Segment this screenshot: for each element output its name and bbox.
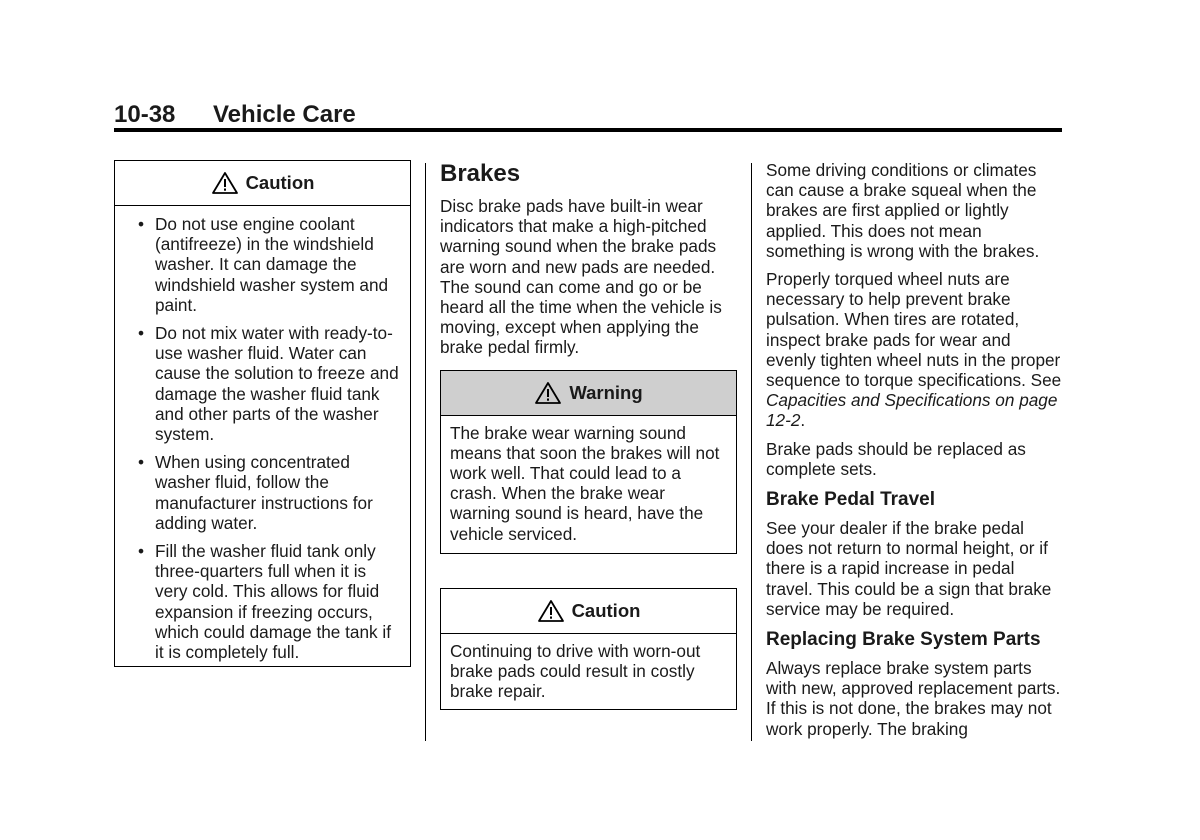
caution-list (124, 214, 401, 662)
caution-header (115, 161, 410, 206)
paragraph: Some driving conditions or climates can cause a brake squeal when the brakes are first applied or lightly applied. This does not mean something is wrong with the brakes. (766, 160, 1040, 261)
column-2 (440, 160, 737, 710)
warning-title: Warning (569, 381, 643, 403)
column-1 (114, 160, 411, 667)
page-header (114, 101, 1062, 129)
page-number: 10-38 (114, 101, 176, 128)
paragraph: Brake pads should be replaced as complete sets. (766, 438, 1026, 479)
list-item: • Do not use engine coolant (antifreeze) in the windshield washer. It can damage the windshield washer system and paint. (124, 214, 401, 315)
warning-header (441, 371, 736, 416)
caution-title: Caution (245, 171, 315, 193)
column-3 (766, 160, 1062, 747)
warning-triangle-icon (537, 599, 565, 623)
header-rule (114, 128, 1062, 132)
section-title: Vehicle Care (213, 101, 356, 128)
list-item: • Fill the washer fluid tank only three-quarters full when it is very cold. This allows for fluid expansion if freezing occurs, which could damage the tank if it is completely full. (124, 541, 401, 662)
list-item: • Do not mix water with ready-to-use washer fluid. Water can cause the solution to freeze and damage the washer fluid tank and other parts of the washer system. (124, 323, 401, 444)
warning-box (440, 370, 737, 554)
warning-text: The brake wear warning sound means that soon the brakes will not work well. That could lead to a crash. When the brake wear warning sound is heard, have the vehicle serviced. (450, 422, 720, 544)
caution-title: Caution (571, 599, 641, 621)
warning-triangle-icon (534, 381, 562, 405)
paragraph (766, 269, 1062, 431)
column-divider (425, 163, 426, 741)
list-item: • When using concentrated washer fluid, follow the manufacturer instructions for adding water. (124, 452, 401, 533)
caution-text: Continuing to drive with worn-out brake pads could result in costly brake repair. (450, 640, 701, 702)
paragraph: See your dealer if the brake pedal does not return to normal height, or if there is a rapid increase in pedal travel. This could be a sign that brake service may be required. (766, 518, 1052, 619)
column-divider (751, 163, 752, 741)
caution-header (441, 589, 736, 634)
subheading: Brake Pedal Travel (766, 489, 935, 511)
warning-triangle-icon (211, 171, 239, 195)
caution-box (440, 588, 737, 710)
cross-reference-link[interactable]: Capacities and Specifications on page 12-2 (766, 390, 1058, 431)
caution-box (114, 160, 411, 667)
subheading: Replacing Brake System Parts (766, 629, 1041, 651)
paragraph: Always replace brake system parts with new, approved replacement parts. If this is not done, the brakes may not work properly. The braking (766, 658, 1061, 739)
brakes-paragraph: Disc brake pads have built-in wear indicators that make a high-pitched warning sound when the brake pads are worn and new pads are needed. The sound can come and go or be heard all the time when the vehicle is moving, except when applying the brake pedal firmly. (440, 196, 722, 358)
paragraph-text: . (800, 410, 806, 431)
paragraph-text: Properly torqued wheel nuts are necessary to help prevent brake pulsation. When tires are rotated, inspect brake pads for wear and evenly tighten wheel nuts in the proper sequence to torque specifications. See (766, 269, 1062, 391)
section-heading: Brakes (440, 160, 521, 187)
